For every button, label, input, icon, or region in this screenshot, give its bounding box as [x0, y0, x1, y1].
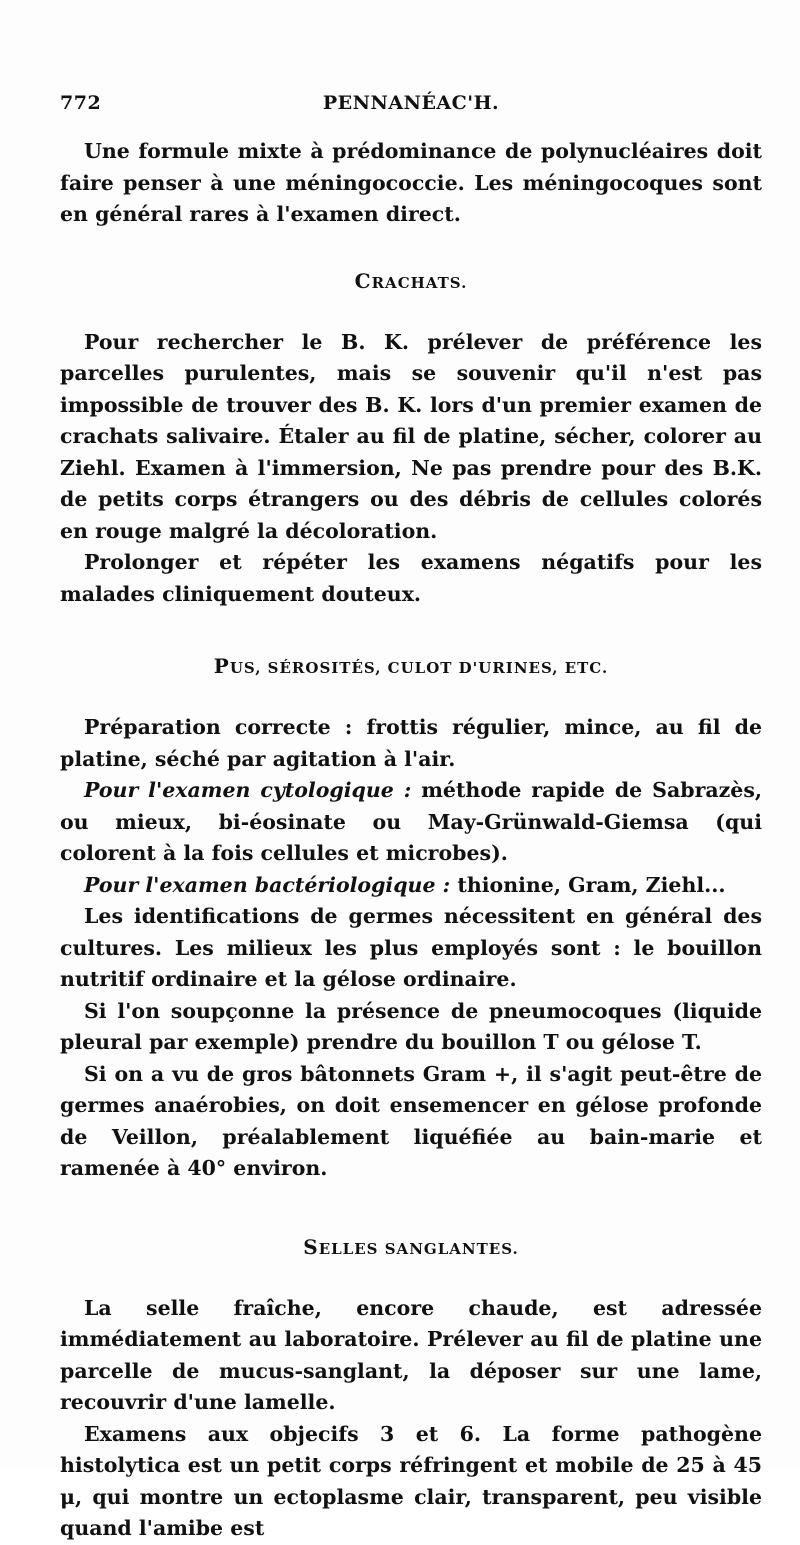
crachats-paragraph-2: Prolonger et répéter les examens négatifs pour les malades cliniquement douteux.: [60, 550, 762, 606]
section-title-initial: C: [354, 268, 372, 293]
paragraph-text: méthode rapide de Sabrazès, ou mieux, bi-éosinate ou May-Grünwald-Giemsa (qui colorent à la fois cellules et microbes).: [60, 778, 763, 865]
crachats-paragraph-1: Pour rechercher le B. K. prélever de préférence les parcelles purulentes, mais se souvenir qu'il n'est pas impossible de trouver des B. K. lors d'un premier examen de crachats salivaire. Étaler au fil de platine, sécher, colorer au Ziehl. Examen à l'immersion, Ne pas prendre pour des B.K. de petits corps étrangers ou des débris de cellules colorés en rouge malgré la décoloration.: [60, 329, 762, 543]
section-title-pus: [60, 654, 762, 678]
section-title-rest: RACHATS.: [371, 273, 468, 292]
selles-paragraph-2: Examens aux objecifs 3 et 6. La forme pathogène histolytica est un petit corps réfringent et mobile de 25 à 45 μ, qui montre un ectoplasme clair, transparent, peu visible quand l'amibe est: [60, 1421, 762, 1540]
paragraph-text: thionine, Gram, Ziehl...: [450, 872, 726, 897]
italic-label: Pour l'examen cytologique :: [84, 778, 412, 802]
pus-paragraph-4: Les identifications de germes nécessitent en général des cultures. Les milieux les plus employés sont : le bouillon nutritif ordinaire et la gélose ordinaire.: [60, 904, 762, 991]
section-title-selles: [60, 1235, 762, 1259]
section-title-initial: S: [303, 1234, 319, 1259]
pus-paragraph-6: Si on a vu de gros bâtonnets Gram +, il s'agit peut-être de germes anaérobies, on doit ensemencer en gélose profonde de Veillon, préalablement liquéfiée au bain-marie et ramenée à 40° environ.: [60, 1061, 762, 1180]
section-title-crachats: [60, 269, 762, 293]
page-number: 772: [60, 92, 102, 114]
section-title-rest: ELLES SANGLANTES.: [318, 1239, 519, 1258]
section-title-rest: US, SÉROSITÉS, CULOT D'URINES, ETC.: [229, 659, 609, 677]
page-body: [60, 136, 762, 1545]
italic-label: Pour l'examen bactériologique :: [84, 872, 451, 897]
selles-paragraph-1: La selle fraîche, encore chaude, est adressée immédiatement au laboratoire. Prélever au fil de platine une parcelle de mucus-sanglant, la déposer sur une lame, recouvrir d'une lamelle.: [60, 1295, 762, 1414]
page-header: [60, 92, 762, 120]
intro-paragraph: Une formule mixte à prédominance de polynucléaires doit faire penser à une méningococcie. Les méningocoques sont en général rares à l'examen direct.: [60, 139, 762, 226]
pus-paragraph-5: Si l'on soupçonne la présence de pneumocoques (liquide pleural par exemple) prendre du bouillon T ou gélose T.: [60, 998, 762, 1054]
pus-paragraph-3: [60, 870, 762, 902]
pus-paragraph-2: [60, 775, 762, 870]
section-title-initial: P: [213, 654, 230, 678]
pus-paragraph-1: Préparation correcte : frottis régulier, mince, au fil de platine, séché par agitation à l'air.: [60, 715, 762, 771]
running-title: PENNANÉAC'H.: [322, 92, 500, 114]
